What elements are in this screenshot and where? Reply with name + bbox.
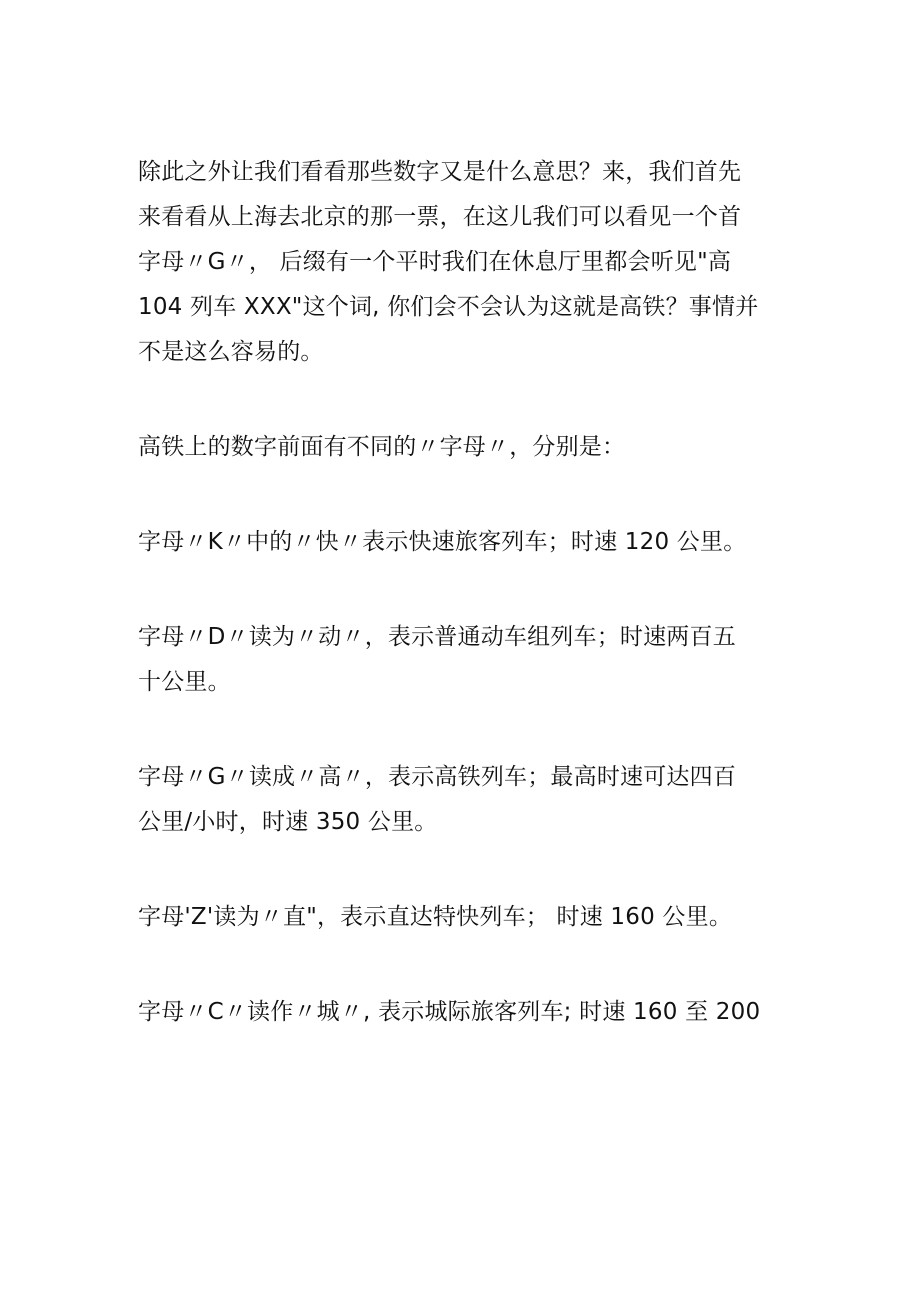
- text-line: 字母〃G〃读成〃高〃，表示高铁列车；最高时速可达四百: [138, 764, 737, 790]
- paragraph-letter-g: [138, 755, 798, 845]
- paragraph-letter-c: [138, 990, 798, 1035]
- text-line: 十公里。: [138, 669, 231, 695]
- paragraph-letters-heading: [138, 425, 798, 470]
- text-line: 高铁上的数字前面有不同的〃字母〃，分别是：: [138, 434, 626, 460]
- text-line: 不是这么容易的。: [138, 339, 324, 365]
- paragraph-letter-d: [138, 615, 798, 705]
- text-line: 来看看从上海去北京的那一票，在这儿我们可以看见一个首: [138, 204, 742, 230]
- paragraph-intro: [138, 150, 798, 375]
- text-line: 字母'Z'读为〃直"，表示直达特快列车； 时速 160 公里。: [138, 904, 733, 930]
- text-line: 字母〃G〃， 后缀有一个平时我们在休息厅里都会听见"高: [138, 249, 732, 275]
- text-line: 字母〃C〃读作〃城〃, 表示城际旅客列车; 时速 160 至 200: [138, 999, 761, 1025]
- text-line: 字母〃K〃中的〃快〃表示快速旅客列车；时速 120 公里。: [138, 529, 747, 555]
- text-line: 除此之外让我们看看那些数字又是什么意思？来，我们首先: [138, 159, 742, 185]
- paragraph-letter-z: [138, 895, 798, 940]
- text-line: 公里/小时，时速 350 公里。: [138, 809, 438, 835]
- paragraph-letter-k: [138, 520, 798, 565]
- text-line: 字母〃D〃读为〃动〃，表示普通动车组列车；时速两百五: [138, 624, 736, 650]
- text-line: 104 列车 XXX"这个词, 你们会不会认为这就是高铁？事情并: [138, 294, 759, 320]
- document-body: [138, 150, 798, 1085]
